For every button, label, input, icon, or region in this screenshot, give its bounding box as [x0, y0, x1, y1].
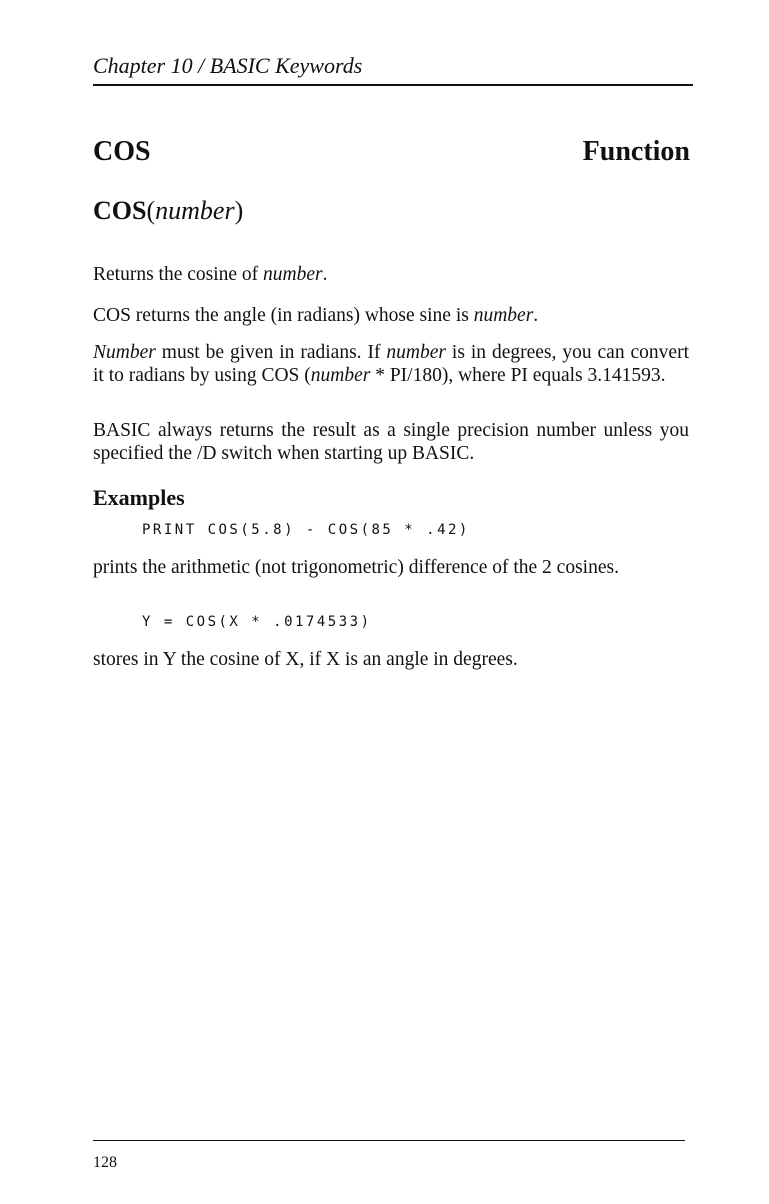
- syntax-line: [93, 194, 243, 228]
- emphasis: number: [310, 365, 371, 386]
- syntax-argument: number: [155, 196, 235, 225]
- code-example-2: Y = COS(X * .0174533): [142, 614, 372, 630]
- syntax-close-paren: ): [234, 196, 244, 225]
- text: .: [322, 264, 328, 285]
- keyword-type: Function: [582, 136, 690, 167]
- text: is in degrees, you can convert it to radians by using COS (: [93, 342, 689, 386]
- keyword-title: COS: [93, 136, 151, 167]
- code-example-1: PRINT COS(5.8) - COS(85 * .42): [142, 522, 470, 538]
- text: COS returns the angle (in radians) whose sine is: [93, 305, 474, 326]
- paragraph-example-1: prints the arithmetic (not trigonometric) difference of the 2 cosines.: [93, 557, 619, 578]
- paragraph-precision: BASIC always returns the result as a single precision number unless you specified the /D switch when starting up BASIC.: [93, 420, 689, 464]
- emphasis: number: [386, 342, 446, 363]
- paragraph-angle: [93, 304, 689, 327]
- syntax-open-paren: (: [146, 196, 156, 225]
- header-rule: [93, 84, 693, 86]
- text: must be given in radians. If: [155, 342, 387, 363]
- paragraph-radians: [93, 341, 689, 387]
- text: Returns the cosine of: [93, 264, 264, 285]
- text: * PI/180), where PI equals 3.141593.: [370, 365, 666, 386]
- emphasis: number: [473, 305, 534, 326]
- text: .: [533, 305, 539, 326]
- examples-heading: Examples: [93, 485, 185, 510]
- footer-rule: [93, 1140, 685, 1141]
- emphasis: Number: [93, 342, 156, 363]
- syntax-keyword: COS: [93, 196, 147, 225]
- emphasis: number: [263, 264, 323, 285]
- paragraph-example-2: stores in Y the cosine of X, if X is an angle in degrees.: [93, 649, 518, 670]
- page-number: 128: [93, 1154, 117, 1171]
- paragraph-returns: [93, 263, 689, 286]
- running-head: Chapter 10 / BASIC Keywords: [93, 53, 363, 78]
